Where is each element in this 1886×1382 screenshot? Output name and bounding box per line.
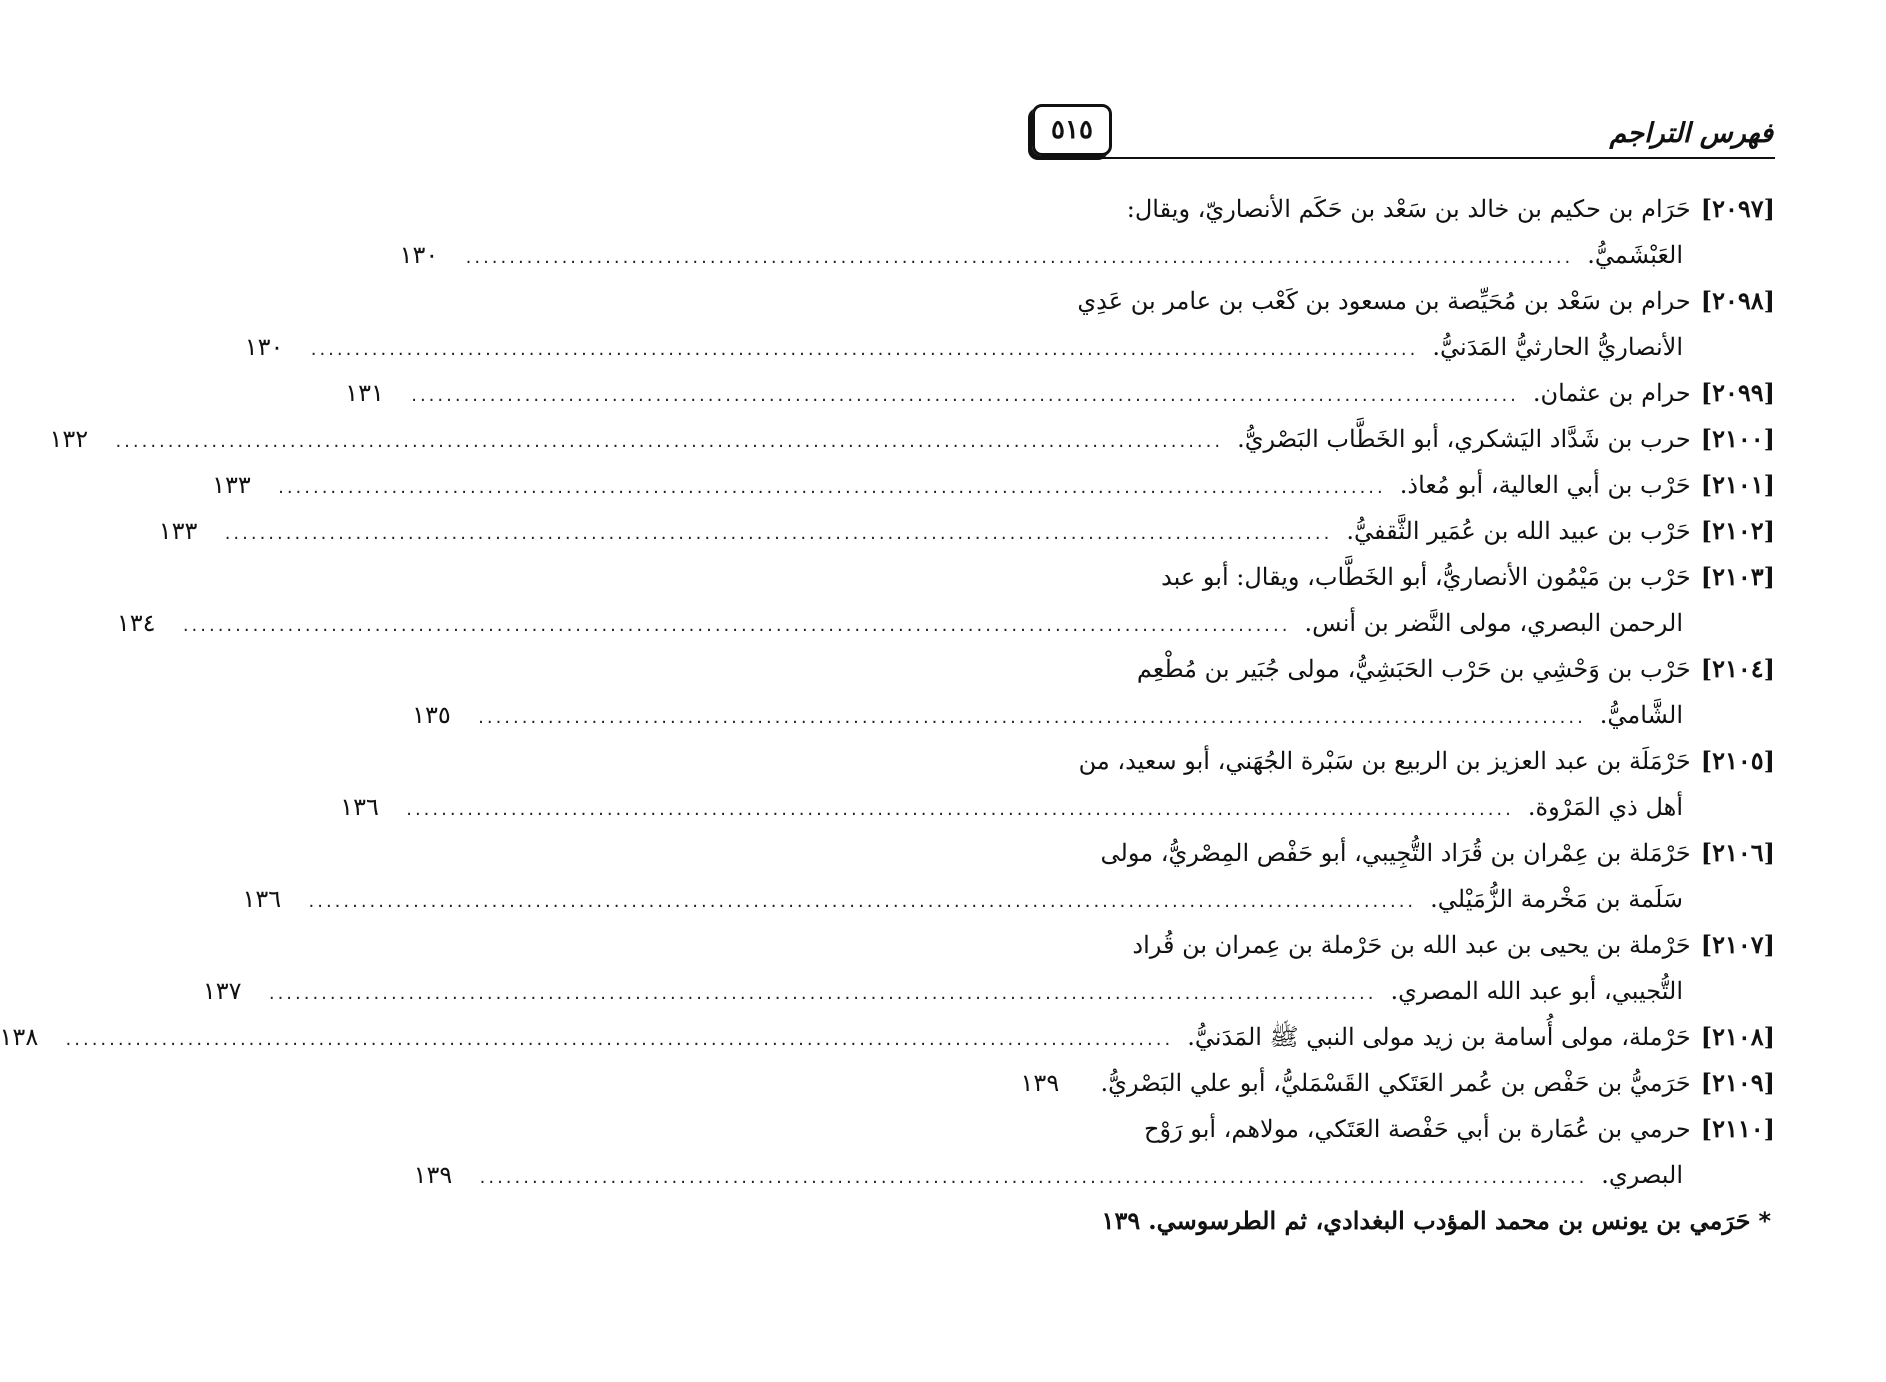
entry-text xyxy=(1304,600,1683,646)
entry-line-continued xyxy=(412,692,1775,738)
entry-name: حَرْب بن مَيْمُون الأنصاريُّ، أبو الخَطَّاب، ويقال: أبو عبد xyxy=(1161,563,1691,591)
entry-line xyxy=(1030,1106,1775,1152)
index-entry xyxy=(399,186,1775,278)
entry-line xyxy=(1030,646,1775,692)
entry-number: [٢١١٠] xyxy=(1700,1114,1775,1143)
entry-name: حرمي بن عُمَارة بن أبي حَفْصة العَتَكي، مولاهم، أبو رَوْح xyxy=(1144,1115,1691,1143)
index-entry xyxy=(0,1014,1775,1060)
entry-text xyxy=(1533,370,1775,416)
page-reference: ١٣٦ xyxy=(242,885,282,913)
index-entry xyxy=(158,508,1775,554)
page-reference: ١٣٥ xyxy=(412,701,451,729)
entry-line xyxy=(1030,554,1775,600)
entry-number: [٢١٠٧] xyxy=(1700,930,1775,959)
page-reference: ١٣١ xyxy=(345,379,384,407)
entry-line xyxy=(1030,738,1775,784)
leader-row xyxy=(49,416,1775,462)
header-rule xyxy=(1034,157,1775,159)
dot-leader: ............................................................................................................................... xyxy=(411,385,1519,406)
entry-text xyxy=(1237,416,1775,462)
entry-number: [٢٠٩٩] xyxy=(1700,378,1775,407)
entry-line-continued xyxy=(202,968,1775,1014)
leader-row xyxy=(244,324,1683,370)
entry-number: [٢١٠٠] xyxy=(1700,424,1775,453)
leader-row xyxy=(345,370,1775,416)
dot-leader: ............................................................................................................................... xyxy=(65,1029,1174,1050)
dot-leader: ............................................................................................................................... xyxy=(182,615,1291,636)
entry-number: [٢١٠٣] xyxy=(1700,562,1775,591)
entry-number: [٢١٠٩] xyxy=(1700,1068,1775,1097)
dot-leader: ............................................................................................................................... xyxy=(479,1167,1588,1188)
running-title: فهرس التراجم xyxy=(1609,118,1773,149)
entry-line xyxy=(1030,278,1775,324)
entry-name: حَرْمَلة بن عِمْران بن قُرَاد التُّجِيبي، أبو حَفْص المِصْريُّ، مولى xyxy=(1100,839,1691,867)
dot-leader: ............................................................................................................................... xyxy=(310,339,1419,360)
entry-line xyxy=(345,370,1775,416)
entry-line-continued xyxy=(413,1152,1775,1198)
entry-line xyxy=(1020,1060,1775,1106)
entry-name: حَرَام بن حكيم بن خالد بن سَعْد بن حَكَم الأنصاريّ، ويقال: xyxy=(1126,195,1691,223)
index-entry xyxy=(212,462,1775,508)
entry-text xyxy=(1600,692,1683,738)
entry-text xyxy=(1346,508,1775,554)
entry-text xyxy=(1601,1152,1683,1198)
dot-leader: ............................................................................................................................... xyxy=(278,477,1386,498)
index-entry xyxy=(413,1106,1775,1198)
page-reference: ١٣٦ xyxy=(340,793,379,821)
entry-line xyxy=(1030,186,1775,232)
entry-line xyxy=(1030,922,1775,968)
entry-name: حَرْب بن أبي العالية، أبو مُعاذ. xyxy=(1399,471,1691,499)
entry-number: [٢١٠١] xyxy=(1700,470,1775,499)
entry-name: حرام بن سَعْد بن مُحَيِّصة بن مسعود بن كَعْب بن عامر بن عَدِي xyxy=(1077,287,1691,315)
final-entry-page: ١٣٩ xyxy=(1101,1206,1141,1235)
entry-name-continued: الشَّاميُّ. xyxy=(1599,701,1683,729)
index-entry xyxy=(340,738,1775,830)
index-entry xyxy=(202,922,1775,1014)
dot-leader: ............................................................................................................................... xyxy=(308,891,1417,912)
dot-leader: ............................................................................................................................... xyxy=(224,523,1333,544)
page-reference: ١٣٩ xyxy=(413,1161,453,1189)
leader-row xyxy=(340,784,1683,830)
index-entry xyxy=(412,646,1775,738)
entry-name: حَرَميُّ بن حَفْص بن عُمر العَتَكي القَسْمَليُّ، أبو علي البَصْريُّ. xyxy=(1100,1069,1691,1097)
entry-name-continued: أهل ذي المَرْوة. xyxy=(1527,793,1683,821)
dot-leader: ............................................................................................................................... xyxy=(268,983,1377,1004)
leader-row xyxy=(1020,1060,1775,1106)
entry-name: حرام بن عثمان. xyxy=(1532,379,1691,407)
entry-name: حَرْملة، مولى أُسامة بن زيد مولى النبي ﷺ المَدَنيُّ. xyxy=(1187,1023,1691,1051)
entry-text xyxy=(1391,968,1684,1014)
index-entry xyxy=(1020,1060,1775,1106)
entry-text xyxy=(1430,876,1683,922)
final-entry-text: حَرَمي بن يونس بن محمد المؤدب البغدادي، ثم الطرسوسي. xyxy=(1148,1206,1751,1235)
leader-row xyxy=(212,462,1775,508)
entry-text xyxy=(1187,1014,1775,1060)
entry-name-continued: الرحمن البصري، مولى النَّضر بن أنس. xyxy=(1304,609,1683,637)
page-reference: ١٣٢ xyxy=(49,425,89,453)
entry-name-continued: سَلَمة بن مَخْرمة الزُّمَيْلي. xyxy=(1430,885,1683,913)
entry-number: [٢١٠٥] xyxy=(1700,746,1775,775)
final-entry xyxy=(1030,1198,1775,1244)
entry-name: حَرْب بن وَحْشِي بن حَرْب الحَبَشِيُّ، مولى جُبَير بن مُطْعِم xyxy=(1136,655,1691,683)
dot-leader: ............................................................................................................................... xyxy=(406,799,1514,820)
entry-number: [٢٠٩٨] xyxy=(1700,286,1775,315)
entry-number: [٢١٠٤] xyxy=(1700,654,1775,683)
entry-name-continued: التُّجيبي، أبو عبد الله المصري. xyxy=(1390,977,1683,1005)
page-reference: ١٣٧ xyxy=(202,977,242,1005)
entry-line xyxy=(158,508,1775,554)
entry-text xyxy=(1400,462,1775,508)
index-entries xyxy=(0,186,1775,1244)
entry-name: حرب بن شَدَّاد اليَشكري، أبو الخَطَّاب البَصْريُّ. xyxy=(1237,425,1691,453)
leader-row xyxy=(399,232,1683,278)
dot-leader: ............................................................................................................................... xyxy=(115,431,1224,452)
entry-name-continued: البصري. xyxy=(1601,1161,1683,1189)
entry-line-continued xyxy=(242,876,1775,922)
leader-row xyxy=(413,1152,1683,1198)
index-entry xyxy=(116,554,1775,646)
entry-text xyxy=(1587,232,1683,278)
entry-line xyxy=(212,462,1775,508)
entry-line-continued xyxy=(340,784,1775,830)
entry-text xyxy=(1528,784,1683,830)
leader-row xyxy=(0,1014,1775,1060)
leader-row xyxy=(242,876,1683,922)
entry-number: [٢٠٩٧] xyxy=(1700,194,1775,223)
page-number: ٥١٥ xyxy=(1032,104,1112,156)
page-reference: ١٣٣ xyxy=(212,471,251,499)
page-reference: ١٣٨ xyxy=(0,1023,39,1051)
leader-row xyxy=(202,968,1683,1014)
star-marker: * xyxy=(1758,1207,1771,1235)
page-reference: ١٣٣ xyxy=(158,517,198,545)
entry-line xyxy=(1030,830,1775,876)
page-reference: ١٣٠ xyxy=(244,333,284,361)
leader-row xyxy=(412,692,1683,738)
entry-name-continued: الأنصاريُّ الحارثيُّ المَدَنيُّ. xyxy=(1432,333,1683,361)
index-entry xyxy=(244,278,1775,370)
dot-leader: ............................................................................................................................... xyxy=(465,247,1574,268)
page-reference: ١٣٤ xyxy=(116,609,156,637)
entry-text xyxy=(1432,324,1683,370)
entry-text xyxy=(1101,1060,1775,1106)
leader-row xyxy=(116,600,1683,646)
entry-number: [٢١٠٨] xyxy=(1700,1022,1775,1051)
index-entry xyxy=(49,416,1775,462)
page-reference: ١٣٠ xyxy=(399,241,439,269)
entry-line xyxy=(0,1014,1775,1060)
entry-line-continued xyxy=(399,232,1775,278)
entry-number: [٢١٠٦] xyxy=(1700,838,1775,867)
index-entry xyxy=(345,370,1775,416)
entry-name: حَرْملة بن يحيى بن عبد الله بن حَرْملة بن عِمران بن قُراد xyxy=(1132,931,1691,959)
entry-number: [٢١٠٢] xyxy=(1700,516,1775,545)
entry-line-continued xyxy=(116,600,1775,646)
dot-leader: ............................................................................................................................... xyxy=(478,707,1586,728)
index-entry xyxy=(242,830,1775,922)
page-reference: ١٣٩ xyxy=(1020,1069,1060,1097)
entry-name: حَرْمَلَة بن عبد العزيز بن الربيع بن سَبْرة الجُهَني، أبو سعيد، من xyxy=(1078,747,1691,775)
leader-row xyxy=(158,508,1775,554)
entry-line xyxy=(49,416,1775,462)
entry-line-continued xyxy=(244,324,1775,370)
entry-name: حَرْب بن عبيد الله بن عُمَير الثَّقفيُّ. xyxy=(1346,517,1691,545)
entry-name-continued: العَبْشَميُّ. xyxy=(1587,241,1683,269)
